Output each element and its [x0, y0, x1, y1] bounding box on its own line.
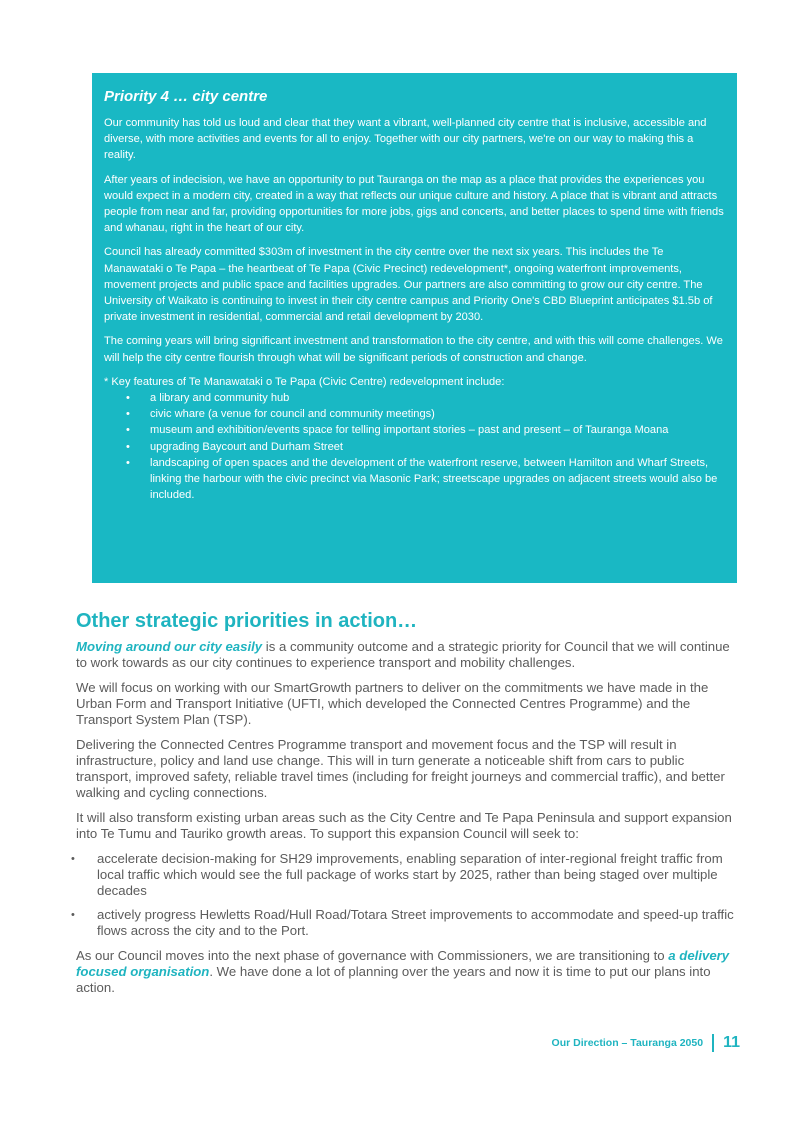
- action-item: • accelerate decision-making for SH29 improvements, enabling separation of inter-regional freight traffic from local traffic which would see the full package of works start by 2025, rather than being staged over multiple decades: [76, 851, 736, 899]
- panel-paragraph: Our community has told us loud and clear that they want a vibrant, well-planned city centre that is inclusive, accessible and diverse, with more activities and events for all to enjoy. Together with our city partners, we're on our way to making this a reality.: [104, 117, 707, 162]
- feature-item: • upgrading Baycourt and Durham Street: [126, 439, 725, 455]
- body-paragraph: [76, 639, 736, 671]
- features-list: [104, 390, 725, 503]
- page-footer: [552, 1033, 740, 1053]
- actions-list: [76, 851, 736, 939]
- footer-title: Our Direction – Tauranga 2050: [551, 1037, 704, 1049]
- action-item: • actively progress Hewletts Road/Hull Road/Totara Street improvements to accommodate and speed-up traffic flows across the city and to the Port.: [76, 907, 736, 939]
- body-paragraph: [76, 948, 736, 996]
- body-paragraph: It will also transform existing urban areas such as the City Centre and Te Papa Peninsula and support expansion into Te Tumu and Tauriko growth areas. To support this expansion Council will seek to:: [76, 810, 732, 841]
- body-paragraph: We will focus on working with our SmartGrowth partners to deliver on the commitments we have made in the Urban Form and Transport Initiative (UFTI, which developed the Connected Centres Programme) and the Transport System Plan (TSP).: [76, 680, 709, 727]
- highlight-text: Moving around our city easily: [76, 639, 263, 654]
- feature-item: • landscaping of open spaces and the development of the waterfront reserve, between Hamilton and Wharf Streets, linking the harbour with the civic precinct via Masonic Park; streetscape upgrades on adjacent streets would also be included.: [126, 455, 725, 504]
- paragraph-text: As our Council moves into the next phase of governance with Commissioners, we are transitioning to: [76, 948, 669, 963]
- main-content: [76, 608, 736, 1005]
- body-paragraph: Delivering the Connected Centres Programme transport and movement focus and the TSP will result in infrastructure, policy and land use change. This will in turn generate a noticeable shift from cars to public transport, improved safety, reliable travel times (including for freight journeys and commercial traffic), and better walking and cycling connections.: [76, 737, 725, 800]
- feature-item: • civic whare (a venue for council and community meetings): [126, 406, 725, 422]
- footer-divider: [712, 1034, 714, 1052]
- panel-paragraph: Council has already committed $303m of investment in the city centre over the next six years. This includes the Te Manawataki o Te Papa – the heartbeat of Te Papa (Civic Precinct) redevelopment*, ongoing waterfront improvements, movement projects and public space and facilities upgrades. Our partners are also committing to grow our city centre. The University of Waikato is continuing to invest in their city centre campus and Priority One's CBD Blueprint anticipates $1.5b of private investment in residential, commercial and retail development by 2030.: [104, 246, 713, 324]
- priority-4-title: Priority 4 … city centre: [104, 88, 268, 105]
- priority-4-callout-box: [92, 73, 737, 583]
- footnote-intro: * Key features of Te Manawataki o Te Papa (Civic Centre) redevelopment include:: [104, 375, 505, 388]
- page-number: 11: [723, 1034, 740, 1051]
- panel-paragraph: After years of indecision, we have an opportunity to put Tauranga on the map as a place that provides the experiences you would expect in a modern city, created in a way that reflects our unique culture and history. A place that is vibrant and attracts people from near and far, providing opportunities for more jobs, gigs and concerts, and better places to spend time with friends and whanau, right in the heart of our city.: [104, 173, 724, 235]
- paragraph-text: is a community outcome and a strategic priority for Council that we will continue to work towards as our city continues to experience transport and mobility challenges.: [76, 639, 730, 670]
- feature-item: • museum and exhibition/events space for telling important stories – past and present – of Tauranga Moana: [126, 422, 725, 438]
- section-heading: Other strategic priorities in action…: [76, 610, 418, 632]
- paragraph-text: . We have done a lot of planning over the years and now it is time to put our plans into action.: [76, 964, 711, 995]
- highlight-text: a delivery focused organisation: [76, 948, 730, 979]
- feature-item: • a library and community hub: [126, 390, 725, 406]
- panel-paragraph: The coming years will bring significant investment and transformation to the city centre, and with this will come challenges. We will help the city centre flourish through what will be significant periods of construction and change.: [104, 335, 723, 364]
